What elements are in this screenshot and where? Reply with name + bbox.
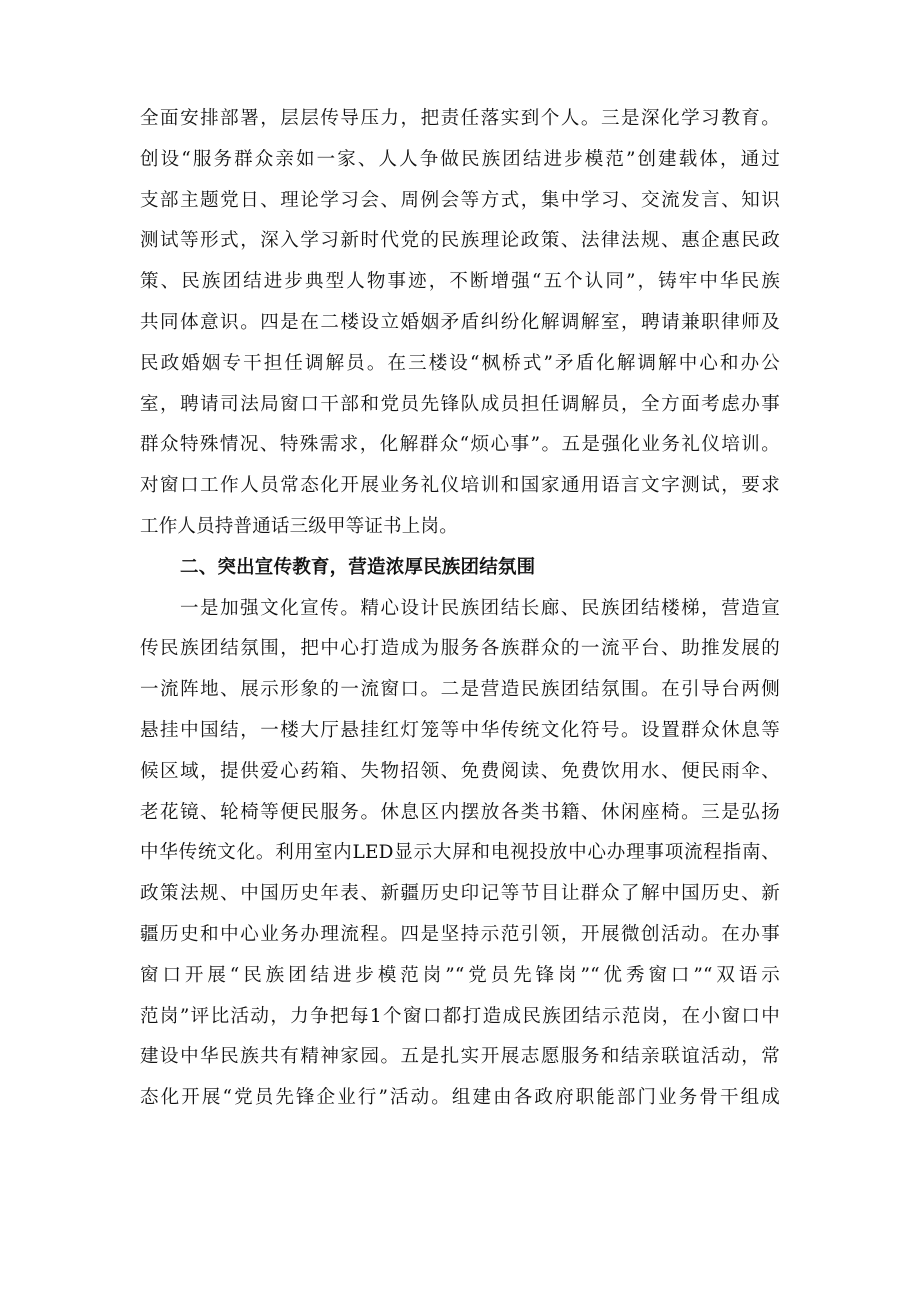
text-line: 建设中华民族共有精神家园。五是扎实开展志愿服务和结亲联谊活动，常 [140,1046,780,1068]
text-line: 窗口开展“民族团结进步模范岗”“党员先锋岗”“优秀窗口”“双语示 [140,964,780,986]
text-line: 候区域，提供爱心药箱、失物招领、免费阅读、免费饮用水、便民雨伞、 [140,760,780,782]
text-line: 范岗”评比活动，力争把每1个窗口都打造成民族团结示范岗，在小窗口中 [140,1005,780,1027]
text-line: 一流阵地、展示形象的一流窗口。二是营造民族团结氛围。在引导台两侧 [140,679,780,701]
text-line: 策、民族团结进步典型人物事迹，不断增强“五个认同”，铸牢中华民族 [140,271,780,293]
text-line: 政策法规、中国历史年表、新疆历史印记等节目让群众了解中国历史、新 [140,883,780,905]
text-line: 工作人员持普通话三级甲等证书上岗。 [140,515,458,537]
text-line: 老花镜、轮椅等便民服务。休息区内摆放各类书籍、休闲座椅。三是弘扬 [140,801,780,823]
paragraph-2 [140,589,780,1119]
document-body [140,99,780,1119]
text-line: 群众特殊情况、特殊需求，化解群众“烦心事”。五是强化业务礼仪培训。 [140,434,780,456]
text-line: 共同体意识。四是在二楼设立婚姻矛盾纠纷化解调解室，聘请兼职律师及 [140,311,780,333]
text-line: 民政婚姻专干担任调解员。在三楼设“枫桥式”矛盾化解调解中心和办公 [140,352,780,374]
text-line: 全面安排部署，层层传导压力，把责任落实到个人。三是深化学习教育。 [140,108,780,129]
text-line: 悬挂中国结，一楼大厅悬挂红灯笼等中华传统文化符号。设置群众休息等 [140,719,780,741]
text-line: 室，聘请司法局窗口干部和党员先锋队成员担任调解员，全方面考虑办事 [140,393,780,415]
text-line: 中华传统文化。利用室内LED显示大屏和电视投放中心办理事项流程指南、 [140,842,780,864]
text-line: 传民族团结氛围，把中心打造成为服务各族群众的一流平台、助推发展的 [140,638,780,660]
text-line: 一是加强文化宣传。精心设计民族团结长廊、民族团结楼梯，营造宣 [180,597,780,619]
text-line: 态化开展“党员先锋企业行”活动。组建由各政府职能部门业务骨干组成 [140,1087,780,1109]
text-line: 疆历史和中心业务办理流程。四是坚持示范引领，开展微创活动。在办事 [140,923,780,945]
section-heading: 二、突出宣传教育，营造浓厚民族团结氛围 [180,556,536,578]
text-line: 支部主题党日、理论学习会、周例会等方式，集中学习、交流发言、知识 [140,189,780,211]
text-line: 对窗口工作人员常态化开展业务礼仪培训和国家通用语言文字测试，要求 [140,475,780,497]
text-line: 创设“服务群众亲如一家、人人争做民族团结进步模范”创建载体，通过 [140,148,780,170]
paragraph-1 [140,99,780,548]
text-line: 测试等形式，深入学习新时代党的民族理论政策、法律法规、惠企惠民政 [140,230,780,252]
